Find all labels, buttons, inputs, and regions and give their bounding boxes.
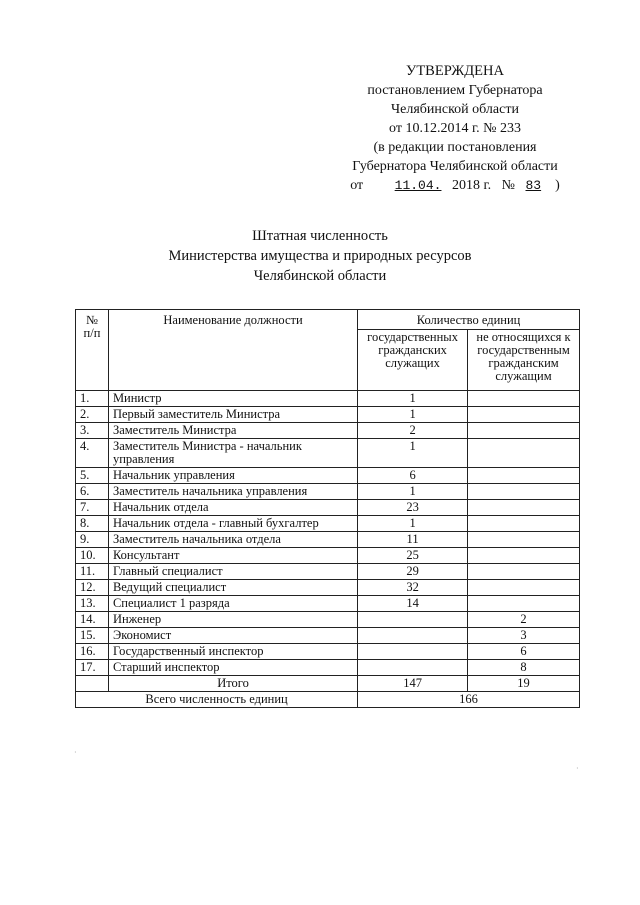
row-position: Начальник отдела: [108, 500, 357, 516]
table-row: [76, 532, 580, 548]
row-number: 14.: [76, 612, 109, 628]
approval-ot: от: [350, 178, 364, 193]
scan-dot: ·: [74, 748, 77, 757]
approval-heading: УТВЕРЖДЕНА: [406, 63, 504, 79]
total-label: Итого: [108, 676, 357, 692]
row-civil-count: 32: [358, 580, 468, 596]
table-row: [76, 516, 580, 532]
total-other: 19: [468, 676, 580, 692]
row-other-count: [468, 580, 580, 596]
row-position: Специалист 1 разряда: [108, 596, 357, 612]
row-position: Начальник отдела - главный бухгалтер: [108, 516, 357, 532]
table-row: [76, 548, 580, 564]
row-position: Главный специалист: [108, 564, 357, 580]
row-position: Государственный инспектор: [108, 644, 357, 660]
row-other-count: [468, 484, 580, 500]
row-position: Старший инспектор: [108, 660, 357, 676]
approval-line: Челябинской области: [391, 102, 519, 117]
header-num: № п/п: [76, 310, 109, 391]
row-civil-count: 1: [358, 391, 468, 407]
approval-year: 2018 г.: [451, 178, 492, 193]
row-civil-count: 1: [358, 484, 468, 500]
handwritten-number: 83: [525, 178, 542, 193]
approval-line: постановлением Губернатора: [367, 83, 543, 98]
row-position: Заместитель начальника управления: [108, 484, 357, 500]
scan-dot: ·: [576, 764, 579, 773]
row-position: Ведущий специалист: [108, 580, 357, 596]
row-number: 9.: [76, 532, 109, 548]
row-number: 8.: [76, 516, 109, 532]
table-row: [76, 484, 580, 500]
approval-line: (в редакции постановления: [373, 140, 537, 155]
header-noncivil: не относящихся к государственным гражданским служащим: [468, 330, 580, 391]
row-position: Министр: [108, 391, 357, 407]
row-number: 16.: [76, 644, 109, 660]
row-civil-count: [358, 612, 468, 628]
handwritten-date: 11.04.: [394, 178, 442, 193]
row-position: Первый заместитель Министра: [108, 407, 357, 423]
row-number: 17.: [76, 660, 109, 676]
row-number: 12.: [76, 580, 109, 596]
row-number: 7.: [76, 500, 109, 516]
row-number: 3.: [76, 423, 109, 439]
approval-line: от 10.12.2014 г. № 233: [389, 121, 521, 136]
header-position: Наименование должности: [108, 310, 357, 391]
table-row: [76, 500, 580, 516]
row-other-count: [468, 423, 580, 439]
table-row: [76, 660, 580, 676]
row-other-count: [468, 596, 580, 612]
document-title: [0, 226, 640, 286]
row-number: 11.: [76, 564, 109, 580]
approval-revision-date: [330, 176, 580, 195]
table-row: [76, 580, 580, 596]
row-number: 2.: [76, 407, 109, 423]
title-line: Министерства имущества и природных ресурсов: [168, 248, 472, 264]
title-line: Челябинской области: [253, 268, 387, 284]
row-other-count: [468, 468, 580, 484]
table-row: [76, 564, 580, 580]
total-empty: [76, 676, 109, 692]
row-civil-count: 1: [358, 407, 468, 423]
row-civil-count: 2: [358, 423, 468, 439]
row-position: Заместитель Министра: [108, 423, 357, 439]
row-position: Экономист: [108, 628, 357, 644]
row-civil-count: [358, 660, 468, 676]
row-civil-count: 14: [358, 596, 468, 612]
row-other-count: [468, 500, 580, 516]
table-row: [76, 468, 580, 484]
row-other-count: [468, 391, 580, 407]
row-other-count: 3: [468, 628, 580, 644]
row-civil-count: 1: [358, 516, 468, 532]
row-number: 13.: [76, 596, 109, 612]
row-number: 6.: [76, 484, 109, 500]
row-number: 5.: [76, 468, 109, 484]
header-civil: государственных гражданских служащих: [358, 330, 468, 391]
total-civil: 147: [358, 676, 468, 692]
row-other-count: [468, 548, 580, 564]
row-civil-count: 6: [358, 468, 468, 484]
row-position: Инженер: [108, 612, 357, 628]
staff-table: [75, 309, 580, 708]
row-position: Заместитель начальника отдела: [108, 532, 357, 548]
table-row: [76, 423, 580, 439]
row-other-count: [468, 407, 580, 423]
row-number: 1.: [76, 391, 109, 407]
table-row: [76, 612, 580, 628]
row-position: Заместитель Министра - начальник управления: [108, 439, 357, 468]
row-number: 4.: [76, 439, 109, 468]
row-other-count: [468, 516, 580, 532]
row-civil-count: 23: [358, 500, 468, 516]
row-position: Консультант: [108, 548, 357, 564]
row-civil-count: 29: [358, 564, 468, 580]
title-line: Штатная численность: [252, 228, 388, 244]
row-civil-count: 1: [358, 439, 468, 468]
row-other-count: 2: [468, 612, 580, 628]
row-other-count: [468, 532, 580, 548]
table-row: [76, 391, 580, 407]
row-number: 10.: [76, 548, 109, 564]
row-other-count: [468, 439, 580, 468]
row-other-count: [468, 564, 580, 580]
grand-total-label: Всего численность единиц: [76, 692, 358, 708]
row-civil-count: [358, 628, 468, 644]
row-number: 15.: [76, 628, 109, 644]
table-row: [76, 407, 580, 423]
row-civil-count: 25: [358, 548, 468, 564]
row-position: Начальник управления: [108, 468, 357, 484]
approval-line: Губернатора Челябинской области: [352, 159, 558, 174]
grand-total-value: 166: [358, 692, 580, 708]
row-other-count: 8: [468, 660, 580, 676]
row-civil-count: 11: [358, 532, 468, 548]
row-civil-count: [358, 644, 468, 660]
row-other-count: 6: [468, 644, 580, 660]
table-row: [76, 628, 580, 644]
table-row: [76, 439, 580, 468]
approval-close-paren: ): [555, 178, 560, 193]
table-row: [76, 644, 580, 660]
approval-no: №: [501, 178, 515, 193]
table-row: [76, 596, 580, 612]
header-count: Количество единиц: [358, 310, 580, 330]
approval-block: [330, 62, 580, 195]
